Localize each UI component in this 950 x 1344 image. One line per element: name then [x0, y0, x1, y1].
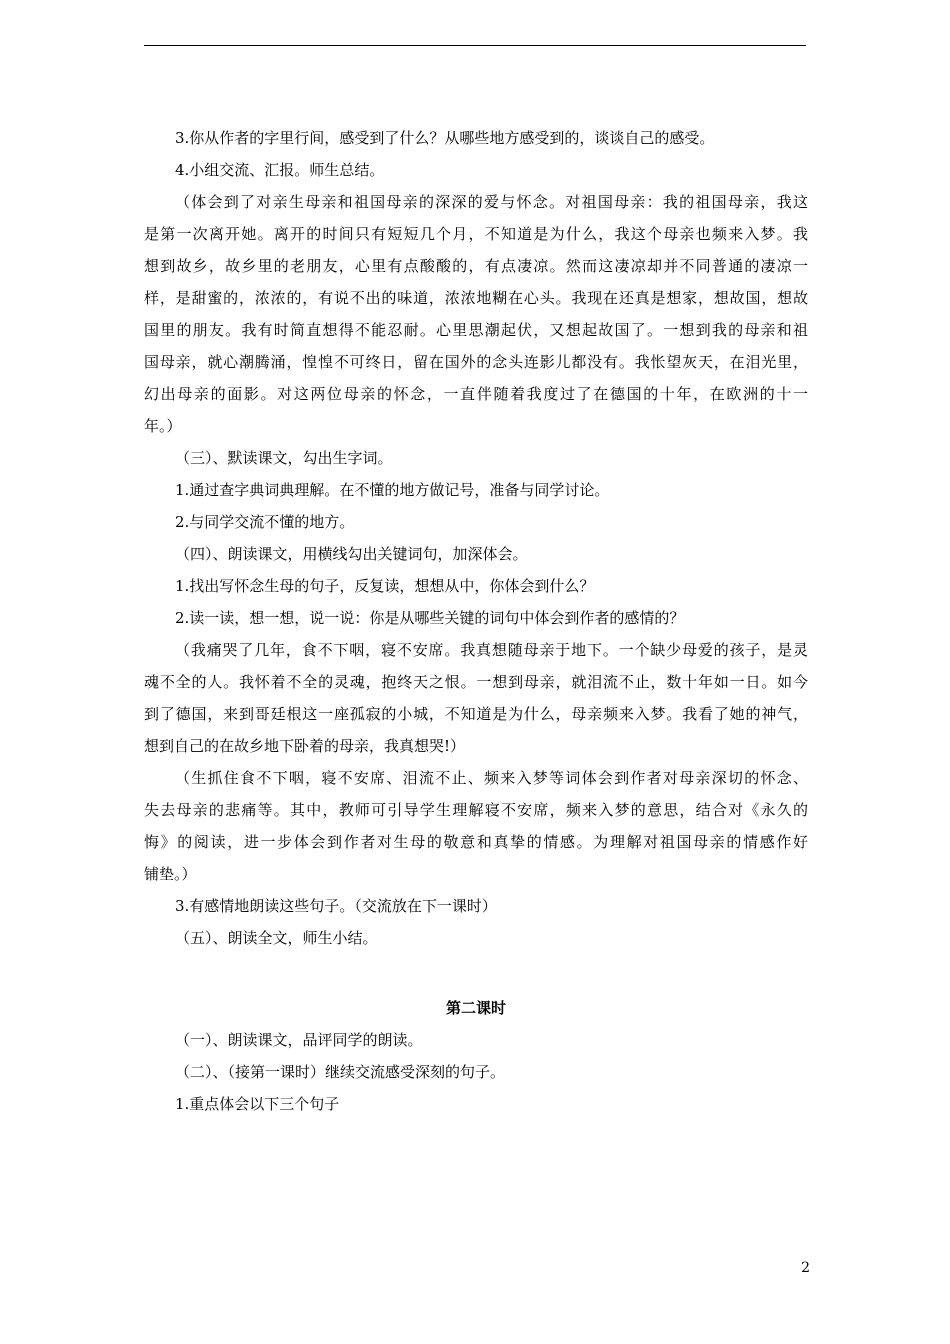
- paragraph-line: 1.找出写怀念生母的句子，反复读，想想从中，你体会到什么？: [175, 577, 595, 595]
- paragraph-line: 2.与同学交流不懂的地方。: [175, 513, 355, 531]
- paragraph-line: 年。）: [144, 417, 182, 435]
- lesson-heading: 第二课时: [445, 999, 506, 1017]
- section-heading-line: （一）、朗读课文，品评同学的朗读。: [175, 1031, 423, 1049]
- document-body: [144, 122, 808, 1120]
- paragraph-line: 悔》的阅读，进一步体会到作者对生母的敬意和真挚的情感。为理解对祖国母亲的情感作好: [144, 833, 808, 851]
- paragraph-line: 幻出母亲的面影。对这两位母亲的怀念，一直伴随着我度过了在德国的十年，在欧洲的十一: [144, 385, 808, 403]
- paragraph-line: 3.你从作者的字里行间，感受到了什么？从哪些地方感受到的，谈谈自己的感受。: [175, 129, 715, 147]
- paragraph-line: 想到故乡，故乡里的老朋友，心里有点酸酸的，有点凄凉。然而这凄凉却并不同普通的凄凉一: [144, 257, 808, 275]
- paragraph-line: （生抓住食不下咽，寝不安席、泪流不止、频来入梦等词体会到作者对母亲深切的怀念、: [175, 769, 808, 787]
- paragraph-line: 1.通过查字典词典理解。在不懂的地方做记号，准备与同学讨论。: [175, 481, 610, 499]
- paragraph-line: 样，是甜蜜的，浓浓的，有说不出的味道，浓浓地糊在心头。我现在还真是想家，想故国，想故: [144, 289, 808, 307]
- paragraph-line: 国母亲，就心潮腾涌，惶惶不可终日，留在国外的念头连影儿都没有。我怅望灰天，在泪光里，: [144, 353, 808, 371]
- paragraph-line: 是第一次离开她。离开的时间只有短短几个月，不知道是为什么，我这个母亲也频来入梦。我: [144, 225, 808, 243]
- section-heading-line: （二）、（接第一课时）继续交流感受深刻的句子。: [175, 1063, 506, 1081]
- paragraph-line: 到了德国，来到哥廷根这一座孤寂的小城，不知道是为什么，母亲频来入梦。我看了她的神气，: [144, 705, 808, 723]
- paragraph-line: 2.读一读，想一想，说一说：你是从哪些关键的词句中体会到作者的感情的？: [175, 609, 685, 627]
- paragraph-line: 1.重点体会以下三个句子: [175, 1095, 340, 1113]
- paragraph-line: 铺垫。）: [144, 865, 197, 883]
- paragraph-line: 魂不全的人。我怀着不全的灵魂，抱终天之恨。一想到母亲，就泪流不止，数十年如一日。如今: [144, 673, 808, 691]
- paragraph-line: 想到自己的在故乡地下卧着的母亲，我真想哭!）: [144, 737, 466, 755]
- header-rule: [144, 45, 806, 46]
- paragraph-line: 4.小组交流、汇报。师生总结。: [175, 161, 385, 179]
- paragraph-line: （我痛哭了几年，食不下咽，寝不安席。我真想随母亲于地下。一个缺少母爱的孩子，是灵: [175, 641, 808, 659]
- paragraph-line: 国里的朋友。我有时简直想得不能忍耐。心里思潮起伏，又想起故国了。一想到我的母亲和祖: [144, 321, 808, 339]
- paragraph-line: 失去母亲的悲痛等。其中，教师可引导学生理解寝不安席，频来入梦的意思，结合对《永久的: [144, 801, 808, 819]
- paragraph-line: （体会到了对亲生母亲和祖国母亲的深深的爱与怀念。对祖国母亲：我的祖国母亲，我这: [175, 193, 808, 211]
- page-number: 2: [801, 1260, 810, 1276]
- section-gap: [144, 954, 808, 992]
- section-heading-line: （四）、朗读课文，用横线勾出关键词句，加深体会。: [175, 545, 528, 563]
- section-heading-line: （五）、朗读全文，师生小结。: [175, 929, 378, 947]
- paragraph-line: 3.有感情地朗读这些句子。（交流放在下一课时）: [175, 897, 497, 915]
- section-heading-line: （三）、默读课文，勾出生字词。: [175, 449, 393, 467]
